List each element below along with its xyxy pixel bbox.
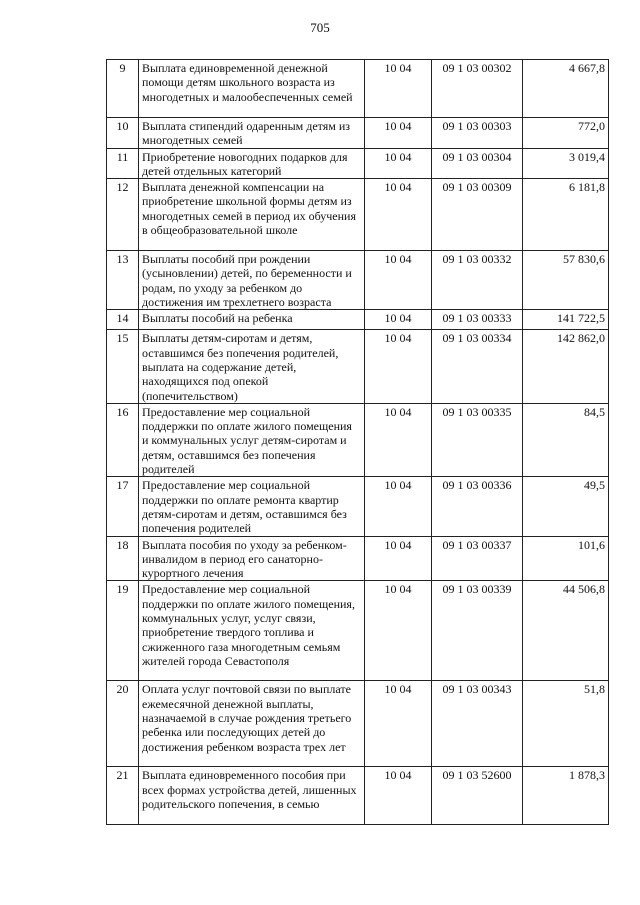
row-number: 12: [107, 179, 139, 251]
row-amount: 4 667,8: [523, 60, 609, 118]
row-number: 20: [107, 681, 139, 767]
budget-table: [106, 59, 609, 825]
row-number: 14: [107, 310, 139, 330]
row-code: 09 1 03 00333: [432, 310, 523, 330]
row-amount: 3 019,4: [523, 148, 609, 179]
table-row: [107, 251, 609, 310]
row-amount: 141 722,5: [523, 310, 609, 330]
row-code: 09 1 03 00336: [432, 477, 523, 536]
table-row: [107, 581, 609, 681]
table-row: [107, 60, 609, 118]
row-number: 15: [107, 330, 139, 403]
row-name: Выплаты пособий на ребенка: [139, 310, 365, 330]
table-row: [107, 767, 609, 825]
row-name: Выплата стипендий одаренным детям из многодетных семей: [139, 118, 365, 149]
row-name: Приобретение новогодних подарков для детей отдельных категорий: [139, 148, 365, 179]
row-code: 09 1 03 00303: [432, 118, 523, 149]
row-code: 09 1 03 00302: [432, 60, 523, 118]
row-amount: 6 181,8: [523, 179, 609, 251]
table-row: [107, 310, 609, 330]
row-code: 09 1 03 00335: [432, 403, 523, 476]
row-amount: 49,5: [523, 477, 609, 536]
row-number: 11: [107, 148, 139, 179]
row-section: 10 04: [365, 60, 432, 118]
row-section: 10 04: [365, 179, 432, 251]
table-row: [107, 330, 609, 403]
table-row: [107, 477, 609, 536]
row-section: 10 04: [365, 581, 432, 681]
row-code: 09 1 03 00332: [432, 251, 523, 310]
table-row: [107, 681, 609, 767]
row-name: Предоставление мер социальной поддержки по оплате жилого помещения и коммунальных услуг детям-сиротам и детям, оставшимся без попечения родителей: [139, 403, 365, 476]
row-section: 10 04: [365, 477, 432, 536]
row-code: 09 1 03 00309: [432, 179, 523, 251]
row-code: 09 1 03 00304: [432, 148, 523, 179]
row-number: 21: [107, 767, 139, 825]
row-amount: 142 862,0: [523, 330, 609, 403]
row-section: 10 04: [365, 118, 432, 149]
row-section: 10 04: [365, 767, 432, 825]
row-amount: 51,8: [523, 681, 609, 767]
row-code: 09 1 03 00334: [432, 330, 523, 403]
row-name: Выплата пособия по уходу за ребенком-инвалидом в период его санаторно-курортного лечения: [139, 536, 365, 581]
row-number: 9: [107, 60, 139, 118]
row-name: Выплата единовременного пособия при всех формах устройства детей, лишенных родительского попечения, в семью: [139, 767, 365, 825]
row-name: Оплата услуг почтовой связи по выплате ежемесячной денежной выплаты, назначаемой в случае рождения третьего ребенка или последующих детей до достижения ребенком возраста трех лет: [139, 681, 365, 767]
table-row: [107, 179, 609, 251]
row-name: Выплата денежной компенсации на приобретение школьной формы детям из многодетных семей в период их обучения в общеобразовательной школе: [139, 179, 365, 251]
row-number: 18: [107, 536, 139, 581]
row-name: Выплата единовременной денежной помощи детям школьного возраста из многодетных и малообеспеченных семей: [139, 60, 365, 118]
row-amount: 57 830,6: [523, 251, 609, 310]
row-name: Выплаты детям-сиротам и детям, оставшимся без попечения родителей, выплата на содержание детей, находящихся под опекой (попечительством): [139, 330, 365, 403]
row-number: 17: [107, 477, 139, 536]
row-code: 09 1 03 00343: [432, 681, 523, 767]
budget-table-body: [107, 60, 609, 825]
row-section: 10 04: [365, 330, 432, 403]
row-number: 16: [107, 403, 139, 476]
table-row: [107, 536, 609, 581]
row-section: 10 04: [365, 681, 432, 767]
row-amount: 44 506,8: [523, 581, 609, 681]
row-code: 09 1 03 52600: [432, 767, 523, 825]
row-section: 10 04: [365, 251, 432, 310]
row-amount: 772,0: [523, 118, 609, 149]
row-section: 10 04: [365, 536, 432, 581]
row-number: 19: [107, 581, 139, 681]
row-code: 09 1 03 00339: [432, 581, 523, 681]
row-amount: 84,5: [523, 403, 609, 476]
row-section: 10 04: [365, 403, 432, 476]
table-row: [107, 118, 609, 149]
page-number: 705: [310, 20, 330, 35]
table-row: [107, 148, 609, 179]
row-amount: 1 878,3: [523, 767, 609, 825]
row-amount: 101,6: [523, 536, 609, 581]
row-code: 09 1 03 00337: [432, 536, 523, 581]
table-row: [107, 403, 609, 476]
row-section: 10 04: [365, 310, 432, 330]
row-number: 10: [107, 118, 139, 149]
row-name: Выплаты пособий при рождении (усыновлении) детей, по беременности и родам, по уходу за ребенком до достижения им трехлетнего возраста: [139, 251, 365, 310]
row-section: 10 04: [365, 148, 432, 179]
row-name: Предоставление мер социальной поддержки по оплате ремонта квартир детям-сиротам и детям, оставшимся без попечения родителей: [139, 477, 365, 536]
row-number: 13: [107, 251, 139, 310]
row-name: Предоставление мер социальной поддержки по оплате жилого помещения, коммунальных услуг, услуг связи, приобретение твердого топлива и сжиженного газа многодетным семьям жителей города Севастополя: [139, 581, 365, 681]
